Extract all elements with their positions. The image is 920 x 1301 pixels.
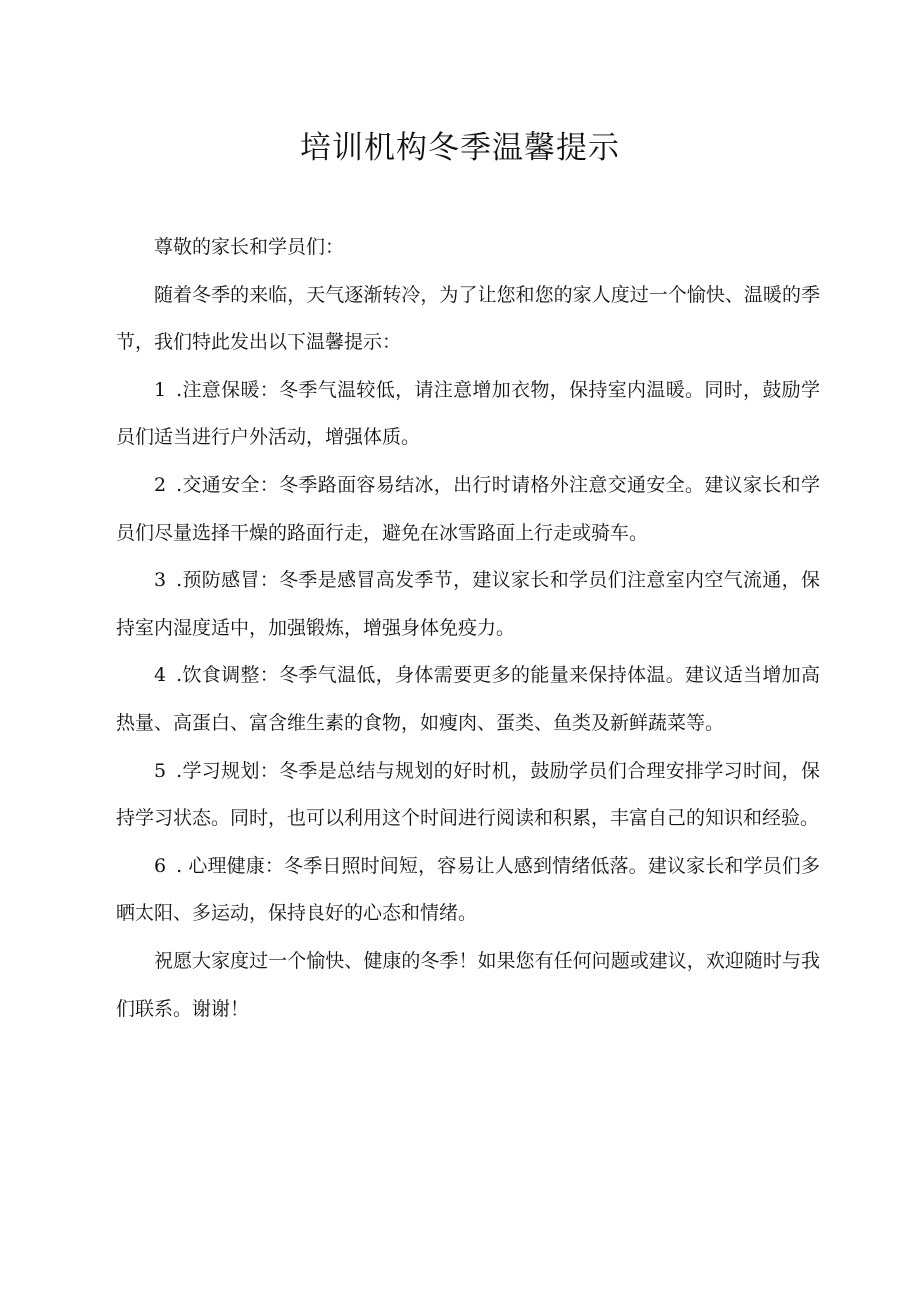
tip-text: .饮食调整：冬季气温低，身体需要更多的能量来保持体温。建议适当增加高热量、高蛋白、富含维生素的食物，如瘦肉、蛋类、鱼类及新鲜蔬菜等。 <box>116 664 820 734</box>
document-title: 培训机构冬季温馨提示 <box>300 130 620 166</box>
tip-text: . 心理健康：冬季日照时间短，容易让人感到情绪低落。建议家长和学员们多晒太阳、多运动，保持良好的心态和情绪。 <box>116 854 820 925</box>
tip-text: .交通安全：冬季路面容易结冰，出行时请格外注意交通安全。建议家长和学员们尽量选择干燥的路面行走，避免在冰雪路面上行走或骑车。 <box>116 473 820 544</box>
tip-item <box>116 748 820 843</box>
document-body <box>116 224 820 1033</box>
tip-item <box>116 652 820 747</box>
tip-number: 5 <box>154 759 167 782</box>
tip-number: 1 <box>154 378 167 401</box>
tip-item <box>116 557 820 652</box>
salutation: 尊敬的家长和学员们： <box>154 236 345 258</box>
tip-item <box>116 843 820 938</box>
tip-number: 3 <box>154 569 167 592</box>
tip-number: 2 <box>154 473 167 496</box>
tip-text: .预防感冒：冬季是感冒高发季节，建议家长和学员们注意室内空气流通，保持室内湿度适中，加强锻炼，增强身体免疫力。 <box>116 569 820 639</box>
tip-item <box>116 462 820 557</box>
tip-item <box>116 367 820 462</box>
tip-number: 6 <box>154 854 167 877</box>
tip-text: .学习规划：冬季是总结与规划的好时机，鼓励学员们合理安排学习时间，保持学习状态。同时，也可以利用这个时间进行阅读和积累，丰富自己的知识和经验。 <box>116 759 820 830</box>
closing-paragraph: 祝愿大家度过一个愉快、健康的冬季！如果您有任何问题或建议，欢迎随时与我们联系。谢谢！ <box>116 949 820 1020</box>
intro-paragraph: 随着冬季的来临，天气逐渐转冷，为了让您和您的家人度过一个愉快、温暖的季节，我们特此发出以下温馨提示： <box>116 283 820 354</box>
tip-text: .注意保暖：冬季气温较低，请注意增加衣物，保持室内温暖。同时，鼓励学员们适当进行户外活动，增强体质。 <box>116 378 820 449</box>
tip-number: 4 <box>154 664 167 687</box>
